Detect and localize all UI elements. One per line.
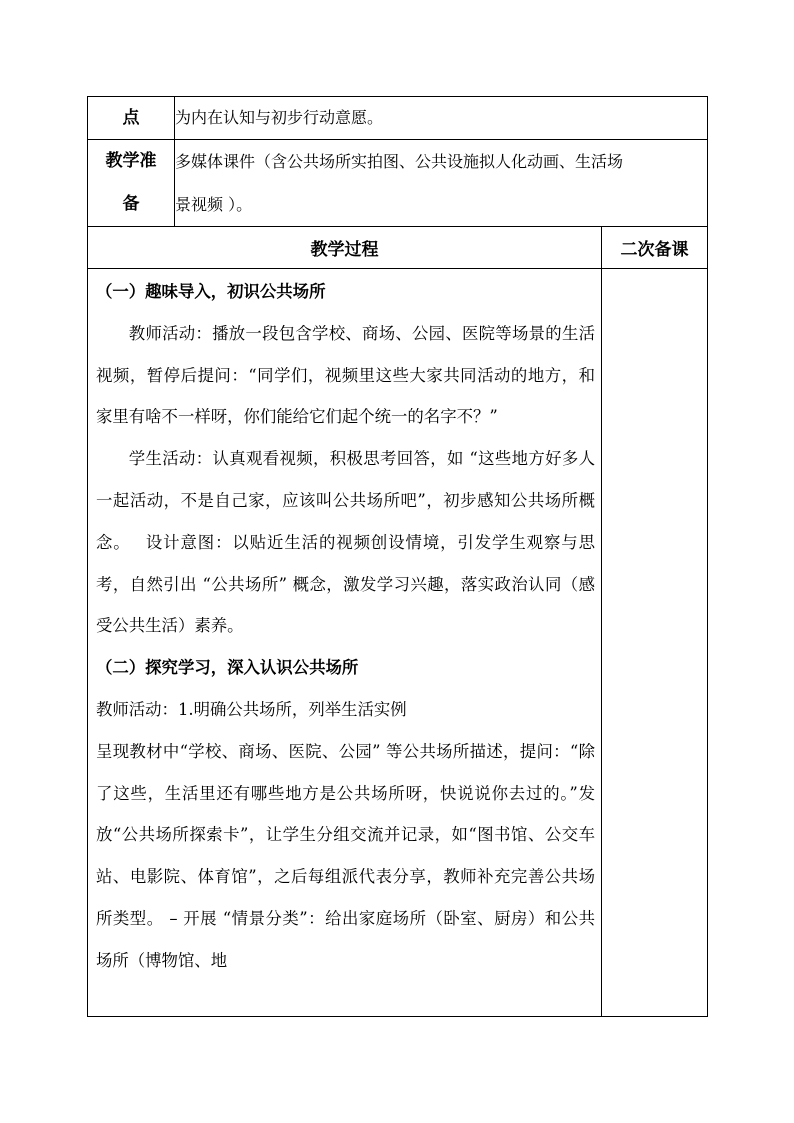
focus-row bbox=[88, 97, 708, 140]
prep-value-line2: 景视频 ）。 bbox=[175, 195, 253, 214]
process-content-row bbox=[88, 269, 708, 1017]
prep-value-line1: 多媒体课件（含公共场所实拍图、公共设施拟人化动画、生活场 bbox=[175, 152, 624, 171]
section1-title: （一）趣味导入，初识公共场所 bbox=[96, 282, 326, 301]
process-content bbox=[88, 269, 602, 1017]
teacher-activity-2: 教师活动：1.明确公共场所，列举生活实例 bbox=[96, 699, 407, 719]
process-title: 教学过程 bbox=[88, 227, 602, 269]
lesson-plan-table bbox=[87, 96, 708, 1017]
prep-label bbox=[88, 140, 175, 227]
prep-value bbox=[175, 140, 708, 227]
focus-value: 为内在认知与初步行动意愿。 bbox=[175, 97, 708, 140]
focus-label: 点 bbox=[88, 97, 175, 140]
second-prep-cell bbox=[602, 269, 708, 1017]
prep-label-line2: 备 bbox=[122, 194, 140, 214]
section2-title: （二）探究学习，深入认识公共场所 bbox=[96, 658, 359, 678]
prep-row bbox=[88, 140, 708, 227]
process-header-row bbox=[88, 227, 708, 269]
prep-label-line1: 教学准 bbox=[105, 151, 157, 171]
teacher-activity-2-detail: 呈现教材中“学校、商场、医院、公园” 等公共场所描述，提问：“除了这些，生活里还有哪些地方是公共场所呀，快说说你去过的。”发放“公共场所探索卡”，让学生分组交流并记录，如“图书馆、公交车站、电影院、体育馆”，之后每组派代表分享，教师补充完善公共场所类型。 – 开展 “情景分类”：给出家庭场所（卧室、厨房）和公共场所（博物馆、地 bbox=[96, 741, 595, 970]
student-activity-1: 学生活动：认真观看视频，积极思考回答，如 “这些地方好多人一起活动，不是自己家，应该叫公共场所吧”，初步感知公共场所概念。 设计意图：以贴近生活的视频创设情境，引发学生观察与思考，自然引出 “公共场所” 概念，激发学习兴趣，落实政治认同（感受公共生活）素养。 bbox=[96, 449, 595, 636]
second-prep-title: 二次备课 bbox=[602, 227, 708, 269]
teacher-activity-1: 教师活动：播放一段包含学校、商场、公园、医院等场景的生活视频，暂停后提问：“同学们，视频里这些大家共同活动的地方，和家里有啥不一样呀，你们能给它们起个统一的名字不？” bbox=[96, 323, 595, 427]
